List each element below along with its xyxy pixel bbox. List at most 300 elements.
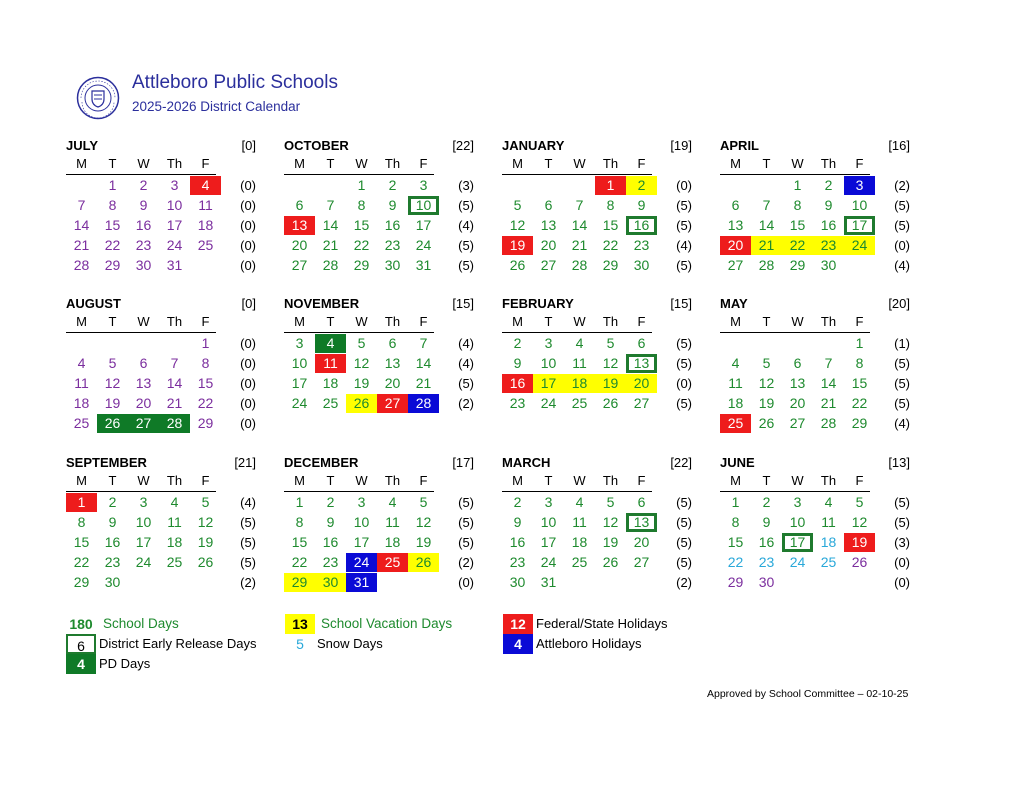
day-cell: 27 <box>377 394 408 413</box>
day-cell: 25 <box>377 553 408 572</box>
day-cell: 16 <box>509 534 526 550</box>
weekday-label: Th <box>602 314 619 329</box>
day-cell: 22 <box>602 237 619 253</box>
day-cell: 3 <box>139 494 148 510</box>
month-header <box>66 455 256 473</box>
weekday-label: T <box>762 156 771 171</box>
week-row <box>284 393 474 413</box>
week-row <box>66 492 256 512</box>
day-cell: 25 <box>571 395 588 411</box>
week-row <box>502 175 692 195</box>
day-cell: 9 <box>388 197 397 213</box>
day-cell: 5 <box>357 335 366 351</box>
week-row <box>284 572 474 592</box>
month-header <box>284 138 474 156</box>
week-row <box>284 353 474 373</box>
day-cell: 27 <box>633 554 650 570</box>
week-school-day-count: (5) <box>894 376 910 391</box>
day-cell: 6 <box>793 355 802 371</box>
week-row <box>720 255 910 275</box>
day-cell: 11 <box>315 354 346 373</box>
day-cell: 25 <box>571 554 588 570</box>
week-row <box>502 492 692 512</box>
week-row <box>66 393 256 413</box>
page-subtitle: 2025-2026 District Calendar <box>132 99 301 114</box>
weekday-label: W <box>355 314 368 329</box>
day-cell: 11 <box>572 355 587 371</box>
day-cell: 26 <box>408 553 439 572</box>
weekday-label: T <box>326 156 335 171</box>
month-name: MARCH <box>502 455 551 470</box>
day-cell: 21 <box>751 236 782 255</box>
week-school-day-count: (2) <box>458 555 474 570</box>
month-header <box>502 455 692 473</box>
day-cell: 21 <box>73 237 90 253</box>
legend-pd-days-label: PD Days <box>99 656 151 671</box>
day-cell: 3 <box>295 335 304 351</box>
day-cell: 25 <box>166 554 183 570</box>
weekday-header-row <box>502 156 652 175</box>
month-name: MAY <box>720 296 748 311</box>
day-cell: 20 <box>789 395 806 411</box>
day-cell: 2 <box>139 177 148 193</box>
week-row <box>284 215 474 235</box>
week-school-day-count: (5) <box>894 356 910 371</box>
day-cell: 21 <box>571 237 588 253</box>
day-cell: 18 <box>166 534 183 550</box>
day-cell: 14 <box>820 375 837 391</box>
day-cell: 18 <box>820 534 837 550</box>
weekday-header-row <box>284 314 434 333</box>
day-cell: 5 <box>419 494 428 510</box>
day-cell: 29 <box>353 257 370 273</box>
month-header <box>284 296 474 314</box>
month-june <box>720 455 910 605</box>
day-cell: 26 <box>346 394 377 413</box>
day-cell: 30 <box>820 257 837 273</box>
day-cell: 6 <box>731 197 740 213</box>
month-school-day-total: [0] <box>241 138 256 153</box>
week-row <box>720 532 910 552</box>
weekday-header-row <box>720 156 870 175</box>
day-cell: 26 <box>509 257 526 273</box>
day-cell: 6 <box>637 335 646 351</box>
day-cell: 13 <box>789 375 806 391</box>
weekday-label: M <box>512 314 523 329</box>
week-school-day-count: (0) <box>240 356 256 371</box>
week-school-day-count: (5) <box>676 198 692 213</box>
week-row <box>284 195 474 215</box>
day-cell: 9 <box>139 197 148 213</box>
day-cell: 20 <box>384 375 401 391</box>
day-cell: 20 <box>291 237 308 253</box>
day-cell: 3 <box>419 177 428 193</box>
week-school-day-count: (0) <box>894 238 910 253</box>
week-row <box>502 215 692 235</box>
week-school-day-count: (5) <box>240 535 256 550</box>
day-cell: 11 <box>198 197 213 213</box>
day-cell: 9 <box>513 355 522 371</box>
week-school-day-count: (5) <box>894 218 910 233</box>
week-school-day-count: (5) <box>676 336 692 351</box>
month-may <box>720 296 910 446</box>
day-cell: 15 <box>727 534 744 550</box>
week-school-day-count: (0) <box>240 178 256 193</box>
legend-school-days-label: School Days <box>103 616 179 631</box>
day-cell: 19 <box>844 533 875 552</box>
day-cell: 13 <box>626 513 657 532</box>
weekday-label: M <box>76 473 87 488</box>
day-cell: 26 <box>602 554 619 570</box>
day-cell: 10 <box>789 514 806 530</box>
week-school-day-count: (5) <box>894 515 910 530</box>
month-march <box>502 455 692 605</box>
day-cell: 26 <box>602 395 619 411</box>
week-school-day-count: (5) <box>458 376 474 391</box>
weekday-label: M <box>76 314 87 329</box>
day-cell: 13 <box>135 375 152 391</box>
day-cell: 10 <box>408 196 439 215</box>
weekday-label: T <box>108 314 117 329</box>
day-cell: 24 <box>789 554 806 570</box>
day-cell: 8 <box>201 355 210 371</box>
day-cell: 22 <box>104 237 121 253</box>
day-cell: 3 <box>170 177 179 193</box>
weekday-label: W <box>137 156 150 171</box>
weekday-label: F <box>855 156 864 171</box>
weekday-label: F <box>201 314 210 329</box>
day-cell: 30 <box>315 573 346 592</box>
week-school-day-count: (5) <box>676 535 692 550</box>
day-cell: 20 <box>633 534 650 550</box>
weekday-label: Th <box>820 473 837 488</box>
weekday-header-row <box>284 156 434 175</box>
month-name: FEBRUARY <box>502 296 574 311</box>
day-cell: 1 <box>357 177 366 193</box>
month-april <box>720 138 910 288</box>
week-school-day-count: (0) <box>676 376 692 391</box>
day-cell: 16 <box>384 217 401 233</box>
weekday-label: M <box>730 314 741 329</box>
weekday-label: Th <box>166 156 183 171</box>
week-row <box>720 373 910 393</box>
day-cell: 2 <box>824 177 833 193</box>
month-september <box>66 455 256 605</box>
day-cell: 28 <box>571 257 588 273</box>
week-school-day-count: (5) <box>458 535 474 550</box>
day-cell: 6 <box>544 197 553 213</box>
weekday-label: Th <box>166 473 183 488</box>
month-header <box>284 455 474 473</box>
weekday-label: W <box>355 473 368 488</box>
day-cell: 17 <box>415 217 432 233</box>
day-cell: 25 <box>322 395 339 411</box>
day-cell: 5 <box>108 355 117 371</box>
day-cell: 3 <box>844 176 875 195</box>
week-row <box>720 175 910 195</box>
week-school-day-count: (0) <box>240 416 256 431</box>
week-row <box>720 353 910 373</box>
day-cell: 21 <box>166 395 183 411</box>
day-cell: 18 <box>384 534 401 550</box>
day-cell: 24 <box>346 553 377 572</box>
month-school-day-total: [13] <box>888 455 910 470</box>
month-december <box>284 455 474 605</box>
day-cell: 9 <box>513 514 522 530</box>
day-cell: 22 <box>291 554 308 570</box>
weekday-label: W <box>791 314 804 329</box>
day-cell: 21 <box>415 375 432 391</box>
day-cell: 31 <box>540 574 557 590</box>
week-row <box>66 235 256 255</box>
day-cell: 22 <box>782 236 813 255</box>
day-cell: 1 <box>793 177 802 193</box>
day-cell: 9 <box>824 197 833 213</box>
week-row <box>502 512 692 532</box>
day-cell: 26 <box>97 414 128 433</box>
weekday-label: F <box>201 156 210 171</box>
month-school-day-total: [15] <box>452 296 474 311</box>
day-cell: 19 <box>602 534 619 550</box>
day-cell: 15 <box>291 534 308 550</box>
legend-vacation-swatch: 13 <box>285 614 315 634</box>
week-school-day-count: (0) <box>894 575 910 590</box>
day-cell: 2 <box>326 494 335 510</box>
week-school-day-count: (5) <box>240 515 256 530</box>
legend-vacation-label: School Vacation Days <box>321 616 453 631</box>
weekday-label: M <box>294 156 305 171</box>
day-cell: 5 <box>201 494 210 510</box>
week-school-day-count: (5) <box>458 515 474 530</box>
month-school-day-total: [16] <box>888 138 910 153</box>
day-cell: 23 <box>758 554 775 570</box>
week-row <box>720 215 910 235</box>
weekday-label: T <box>762 314 771 329</box>
weekday-label: F <box>419 314 428 329</box>
day-cell: 24 <box>540 554 557 570</box>
day-cell: 27 <box>540 257 557 273</box>
day-cell: 31 <box>415 257 432 273</box>
day-cell: 6 <box>139 355 148 371</box>
week-row <box>284 512 474 532</box>
day-cell: 23 <box>633 237 650 253</box>
week-row <box>66 512 256 532</box>
day-cell: 29 <box>789 257 806 273</box>
day-cell: 18 <box>73 395 90 411</box>
day-cell: 7 <box>419 335 428 351</box>
day-cell: 22 <box>851 395 868 411</box>
month-school-day-total: [0] <box>241 296 256 311</box>
weekday-label: M <box>294 314 305 329</box>
day-cell: 27 <box>128 414 159 433</box>
day-cell: 17 <box>540 534 557 550</box>
day-cell: 12 <box>197 514 214 530</box>
day-cell: 22 <box>197 395 214 411</box>
week-school-day-count: (1) <box>894 336 910 351</box>
week-row <box>720 512 910 532</box>
day-cell: 6 <box>637 494 646 510</box>
week-row <box>720 552 910 572</box>
weekday-label: T <box>326 314 335 329</box>
month-school-day-total: [22] <box>670 455 692 470</box>
day-cell: 11 <box>167 514 182 530</box>
week-row <box>720 235 910 255</box>
day-cell: 19 <box>758 395 775 411</box>
week-school-day-count: (5) <box>894 198 910 213</box>
month-july <box>66 138 256 288</box>
day-cell: 29 <box>727 574 744 590</box>
legend-federal-holiday-swatch: 12 <box>503 614 533 634</box>
day-cell: 17 <box>353 534 370 550</box>
day-cell: 15 <box>602 217 619 233</box>
week-school-day-count: (5) <box>676 258 692 273</box>
day-cell: 30 <box>758 574 775 590</box>
weekday-label: M <box>730 156 741 171</box>
month-january <box>502 138 692 288</box>
day-cell: 15 <box>353 217 370 233</box>
day-cell: 1 <box>201 335 210 351</box>
day-cell: 16 <box>104 534 121 550</box>
day-cell: 17 <box>135 534 152 550</box>
month-name: DECEMBER <box>284 455 359 470</box>
day-cell: 8 <box>606 197 615 213</box>
weekday-label: M <box>512 473 523 488</box>
day-cell: 10 <box>135 514 152 530</box>
weekday-label: W <box>137 473 150 488</box>
day-cell: 30 <box>104 574 121 590</box>
week-school-day-count: (0) <box>676 178 692 193</box>
week-school-day-count: (5) <box>676 515 692 530</box>
day-cell: 23 <box>813 236 844 255</box>
day-cell: 5 <box>855 494 864 510</box>
day-cell: 9 <box>637 197 646 213</box>
day-cell: 1 <box>595 176 626 195</box>
legend-school-days-count: 180 <box>69 616 93 632</box>
day-cell: 12 <box>104 375 121 391</box>
day-cell: 19 <box>197 534 214 550</box>
week-row <box>66 175 256 195</box>
day-cell: 9 <box>108 514 117 530</box>
day-cell: 28 <box>73 257 90 273</box>
day-cell: 8 <box>731 514 740 530</box>
day-cell: 27 <box>789 415 806 431</box>
day-cell: 11 <box>572 514 587 530</box>
week-row <box>66 572 256 592</box>
day-cell: 25 <box>73 415 90 431</box>
week-school-day-count: (5) <box>458 198 474 213</box>
week-school-day-count: (0) <box>894 555 910 570</box>
month-header <box>720 455 910 473</box>
week-school-day-count: (5) <box>458 238 474 253</box>
day-cell: 24 <box>415 237 432 253</box>
week-row <box>66 373 256 393</box>
week-row <box>284 373 474 393</box>
day-cell: 25 <box>197 237 214 253</box>
weekday-label: M <box>512 156 523 171</box>
weekday-label: Th <box>384 314 401 329</box>
day-cell: 28 <box>408 394 439 413</box>
day-cell: 12 <box>851 514 868 530</box>
day-cell: 3 <box>357 494 366 510</box>
week-school-day-count: (5) <box>458 495 474 510</box>
week-row <box>66 195 256 215</box>
day-cell: 19 <box>595 374 626 393</box>
day-cell: 13 <box>284 216 315 235</box>
day-cell: 5 <box>606 494 615 510</box>
weekday-header-row <box>720 473 870 492</box>
day-cell: 26 <box>851 554 868 570</box>
day-cell: 18 <box>571 534 588 550</box>
week-row <box>502 235 692 255</box>
day-cell: 7 <box>326 197 335 213</box>
school-seal-icon <box>76 76 120 120</box>
legend-right <box>503 614 703 660</box>
weekday-label: W <box>355 156 368 171</box>
day-cell: 2 <box>108 494 117 510</box>
day-cell: 27 <box>727 257 744 273</box>
week-row <box>720 492 910 512</box>
day-cell: 3 <box>544 335 553 351</box>
day-cell: 10 <box>353 514 370 530</box>
month-school-day-total: [22] <box>452 138 474 153</box>
week-row <box>502 255 692 275</box>
day-cell: 22 <box>73 554 90 570</box>
day-cell: 22 <box>727 554 744 570</box>
weekday-label: F <box>637 314 646 329</box>
legend-attleboro-holiday-swatch: 4 <box>503 634 533 654</box>
weekday-label: T <box>108 156 117 171</box>
day-cell: 4 <box>824 494 833 510</box>
day-cell: 15 <box>197 375 214 391</box>
day-cell: 6 <box>388 335 397 351</box>
week-school-day-count: (4) <box>240 495 256 510</box>
day-cell: 8 <box>108 197 117 213</box>
weekday-label: Th <box>820 156 837 171</box>
month-header <box>66 296 256 314</box>
day-cell: 3 <box>544 494 553 510</box>
month-school-day-total: [17] <box>452 455 474 470</box>
day-cell: 19 <box>104 395 121 411</box>
day-cell: 31 <box>346 573 377 592</box>
day-cell: 29 <box>602 257 619 273</box>
day-cell: 4 <box>170 494 179 510</box>
day-cell: 16 <box>135 217 152 233</box>
day-cell: 5 <box>762 355 771 371</box>
day-cell: 14 <box>322 217 339 233</box>
week-row <box>284 255 474 275</box>
day-cell: 14 <box>758 217 775 233</box>
week-school-day-count: (0) <box>240 396 256 411</box>
day-cell: 21 <box>820 395 837 411</box>
day-cell: 4 <box>315 334 346 353</box>
week-row <box>720 195 910 215</box>
day-cell: 24 <box>166 237 183 253</box>
weekday-label: Th <box>602 473 619 488</box>
week-school-day-count: (0) <box>240 238 256 253</box>
week-row <box>284 235 474 255</box>
day-cell: 10 <box>166 197 183 213</box>
weekday-label: Th <box>384 473 401 488</box>
day-cell: 7 <box>762 197 771 213</box>
day-cell: 1 <box>108 177 117 193</box>
day-cell: 30 <box>135 257 152 273</box>
weekday-header-row <box>720 314 870 333</box>
day-cell: 18 <box>564 374 595 393</box>
day-cell: 23 <box>509 395 526 411</box>
weekday-label: W <box>137 314 150 329</box>
day-cell: 12 <box>758 375 775 391</box>
calendar-header <box>76 72 476 122</box>
